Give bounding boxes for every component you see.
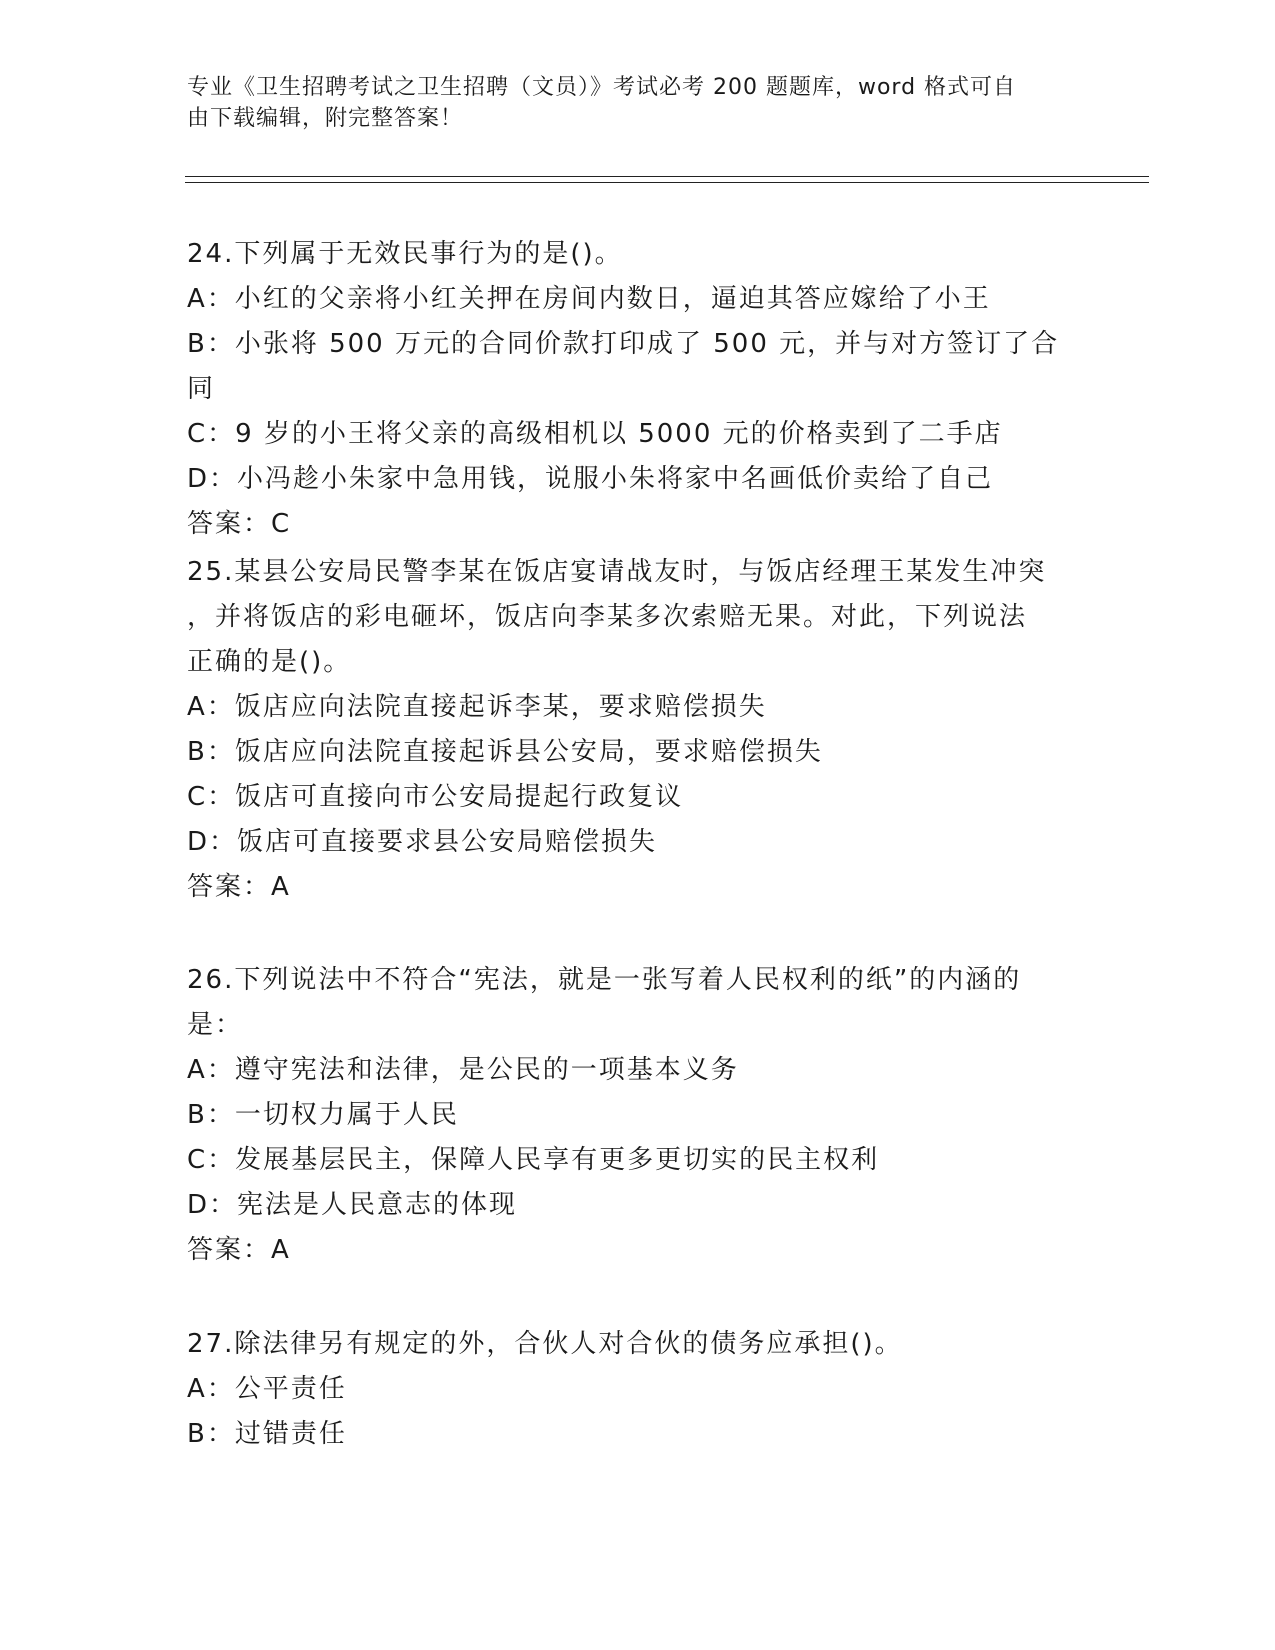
option-a: A：遵守宪法和法律，是公民的一项基本义务 [187, 1055, 739, 1085]
document-header [187, 72, 1067, 134]
option-c: C：饭店可直接向市公安局提起行政复议 [187, 782, 684, 812]
question-stem-line-2: 是： [187, 1010, 244, 1040]
option-a: A：饭店应向法院直接起诉李某，要求赔偿损失 [187, 692, 767, 722]
question-stem: 27.除法律另有规定的外，合伙人对合伙的债务应承担()。 [187, 1329, 903, 1359]
option-b: B：饭店应向法院直接起诉县公安局，要求赔偿损失 [187, 737, 823, 767]
question-stem-line-2: ，并将饭店的彩电砸坏，饭店向李某多次索赔无果。对此，下列说法 [187, 602, 1028, 632]
question-stem-line-1: 25.某县公安局民警李某在饭店宴请战友时，与饭店经理王某发生冲突 [187, 557, 1047, 587]
option-b: B：小张将 500 万元的合同价款打印成了 500 元，并与对方签订了合同 [187, 329, 1060, 404]
question-25 [187, 550, 1087, 910]
option-b: B：过错责任 [187, 1419, 347, 1449]
question-24 [187, 232, 1087, 547]
answer-line: 答案：C [187, 509, 292, 539]
question-27 [187, 1322, 1087, 1457]
option-c: C：发展基层民主，保障人民享有更多更切实的民主权利 [187, 1145, 880, 1175]
option-a: A：公平责任 [187, 1374, 347, 1404]
option-d: D：饭店可直接要求县公安局赔偿损失 [187, 827, 658, 857]
header-intro-line-1: 专业《卫生招聘考试之卫生招聘（文员）》考试必考 200 题题库，word 格式可自 [187, 75, 1017, 100]
question-stem-line-1: 26.下列说法中不符合“宪法，就是一张写着人民权利的纸”的内涵的 [187, 965, 1022, 995]
question-stem-line-3: 正确的是()。 [187, 647, 352, 677]
option-b: B：一切权力属于人民 [187, 1100, 459, 1130]
question-26 [187, 958, 1087, 1273]
option-d: D：宪法是人民意志的体现 [187, 1190, 518, 1220]
answer-line: 答案：A [187, 1235, 291, 1265]
option-a: A：小红的父亲将小红关押在房间内数日，逼迫其答应嫁给了小王 [187, 284, 991, 314]
header-divider-bottom [185, 182, 1149, 183]
option-d: D：小冯趁小朱家中急用钱，说服小朱将家中名画低价卖给了自己 [187, 464, 994, 494]
question-stem: 24.下列属于无效民事行为的是()。 [187, 239, 623, 269]
header-divider-top [185, 176, 1149, 177]
header-intro-line-2: 由下载编辑，附完整答案！ [187, 106, 464, 131]
option-c: C：9 岁的小王将父亲的高级相机以 5000 元的价格卖到了二手店 [187, 419, 1003, 449]
answer-line: 答案：A [187, 872, 291, 902]
